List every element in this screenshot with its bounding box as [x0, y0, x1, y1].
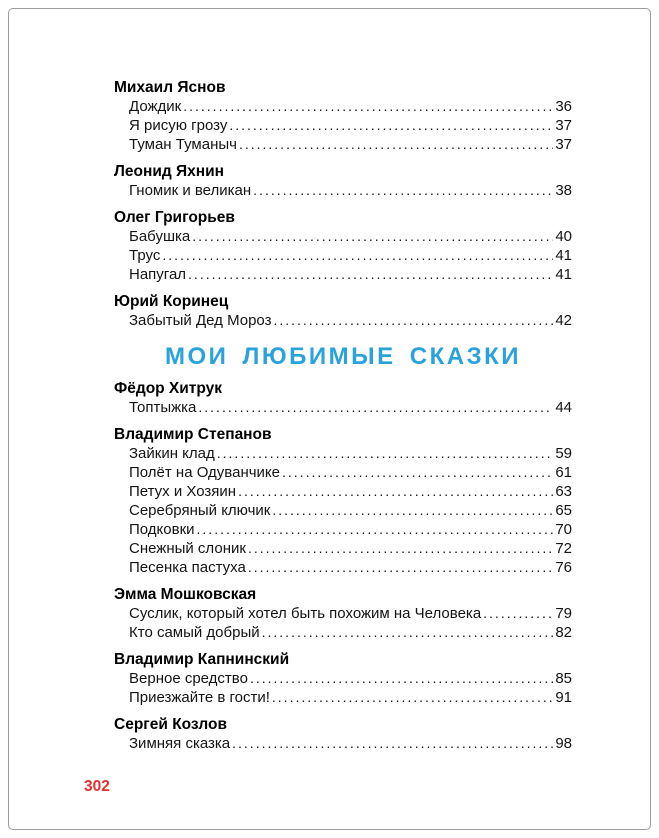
table-of-contents [114, 78, 572, 761]
toc-section [114, 379, 572, 417]
toc-entry [114, 227, 572, 246]
toc-entry-title: Песенка пастуха [129, 559, 246, 576]
toc-entry [114, 135, 572, 154]
author-name: Владимир Капнинский [114, 651, 290, 668]
toc-entry [114, 246, 572, 265]
toc-leader-dots [483, 604, 553, 623]
toc-entry-page: 85 [555, 670, 572, 687]
toc-section [114, 425, 572, 577]
toc-entry-page: 61 [555, 464, 572, 481]
toc-entry-page: 41 [555, 266, 572, 283]
toc-leader-dots [188, 265, 553, 284]
toc-entry [114, 311, 572, 330]
author-name: Леонид Яхнин [114, 163, 225, 180]
toc-section [114, 208, 572, 284]
toc-entry-page: 98 [555, 735, 572, 752]
toc-entry-title: Гномик и великан [129, 182, 252, 199]
toc-entry-title: Трус [129, 247, 161, 264]
toc-entry-page: 72 [555, 540, 572, 557]
toc-entry-page: 76 [555, 559, 572, 576]
toc-entry-title: Бабушка [129, 228, 191, 245]
toc-entry-title: Кто самый добрый [129, 624, 260, 641]
toc-entry-page: 79 [555, 605, 572, 622]
toc-leader-dots [248, 558, 553, 577]
toc-entry-page: 70 [555, 521, 572, 538]
toc-entry-page: 91 [555, 689, 572, 706]
toc-section [114, 292, 572, 330]
toc-entry [114, 482, 572, 501]
toc-entry [114, 604, 572, 623]
toc-entry-title: Суслик, который хотел быть похожим на Человека [129, 605, 482, 622]
toc-section [114, 585, 572, 642]
toc-entry-page: 42 [555, 312, 572, 329]
toc-leader-dots [162, 246, 553, 265]
toc-entry [114, 734, 572, 753]
toc-leader-dots [229, 116, 553, 135]
toc-entry-page: 63 [555, 483, 572, 500]
toc-entry-page: 38 [555, 182, 572, 199]
toc-leader-dots [273, 311, 553, 330]
toc-leader-dots [183, 97, 553, 116]
toc-leader-dots [282, 463, 553, 482]
toc-entry-page: 40 [555, 228, 572, 245]
toc-entry-title: Напугал [129, 266, 187, 283]
toc-entry-page: 82 [555, 624, 572, 641]
toc-entry [114, 444, 572, 463]
toc-entry [114, 463, 572, 482]
toc-entry-title: Туман Туманыч [129, 136, 237, 153]
toc-entry-title: Снежный слоник [129, 540, 246, 557]
toc-entry-page: 36 [555, 98, 572, 115]
toc-entry-page: 59 [555, 445, 572, 462]
toc-leader-dots [253, 181, 553, 200]
toc-section [114, 78, 572, 154]
toc-leader-dots [238, 482, 553, 501]
toc-entry-title: Верное средство [129, 670, 248, 687]
toc-section [114, 162, 572, 200]
toc-entry-title: Полёт на Одуванчике [129, 464, 281, 481]
toc-entry-title: Дождик [129, 98, 182, 115]
toc-leader-dots [272, 688, 553, 707]
toc-leader-dots [239, 135, 553, 154]
author-name: Владимир Степанов [114, 426, 272, 443]
toc-leader-dots [250, 669, 553, 688]
toc-section [114, 715, 572, 753]
toc-entry-title: Зайкин клад [129, 445, 215, 462]
toc-entry-title: Серебряный ключик [129, 502, 271, 519]
toc-leader-dots [197, 520, 554, 539]
author-name: Сергей Козлов [114, 716, 228, 733]
toc-leader-dots [272, 501, 553, 520]
toc-entry-title: Забытый Дед Мороз [129, 312, 272, 329]
toc-entry-title: Зимняя сказка [129, 735, 231, 752]
toc-leader-dots [217, 444, 554, 463]
toc-entry-title: Петух и Хозяин [129, 483, 237, 500]
toc-leader-dots [262, 623, 554, 642]
author-name: Фёдор Хитрук [114, 380, 223, 397]
toc-entry-page: 37 [555, 136, 572, 153]
section-heading: МОИ ЛЮБИМЫЕ СКАЗКИ [164, 343, 522, 370]
toc-entry-page: 41 [555, 247, 572, 264]
toc-leader-dots [232, 734, 553, 753]
toc-entry-page: 37 [555, 117, 572, 134]
toc-entry [114, 398, 572, 417]
toc-leader-dots [248, 539, 553, 558]
toc-entry [114, 558, 572, 577]
toc-entry [114, 539, 572, 558]
toc-entry-title: Подковки [129, 521, 195, 538]
toc-section [114, 650, 572, 707]
toc-entry [114, 265, 572, 284]
toc-entry [114, 688, 572, 707]
toc-entry-title: Топтыжка [129, 399, 197, 416]
toc-entry-title: Я рисую грозу [129, 117, 228, 134]
author-name: Олег Григорьев [114, 209, 235, 226]
author-name: Юрий Коринец [114, 293, 229, 310]
toc-entry [114, 97, 572, 116]
author-name: Михаил Яснов [114, 79, 226, 96]
toc-entry [114, 669, 572, 688]
toc-entry [114, 520, 572, 539]
toc-entry [114, 116, 572, 135]
toc-leader-dots [198, 398, 553, 417]
toc-entry [114, 501, 572, 520]
toc-entry-title: Приезжайте в гости! [129, 689, 270, 706]
toc-entry [114, 623, 572, 642]
toc-entry-page: 65 [555, 502, 572, 519]
toc-leader-dots [192, 227, 553, 246]
toc-entry-page: 44 [555, 399, 572, 416]
author-name: Эмма Мошковская [114, 586, 257, 603]
toc-entry [114, 181, 572, 200]
page-number: 302 [84, 778, 110, 795]
